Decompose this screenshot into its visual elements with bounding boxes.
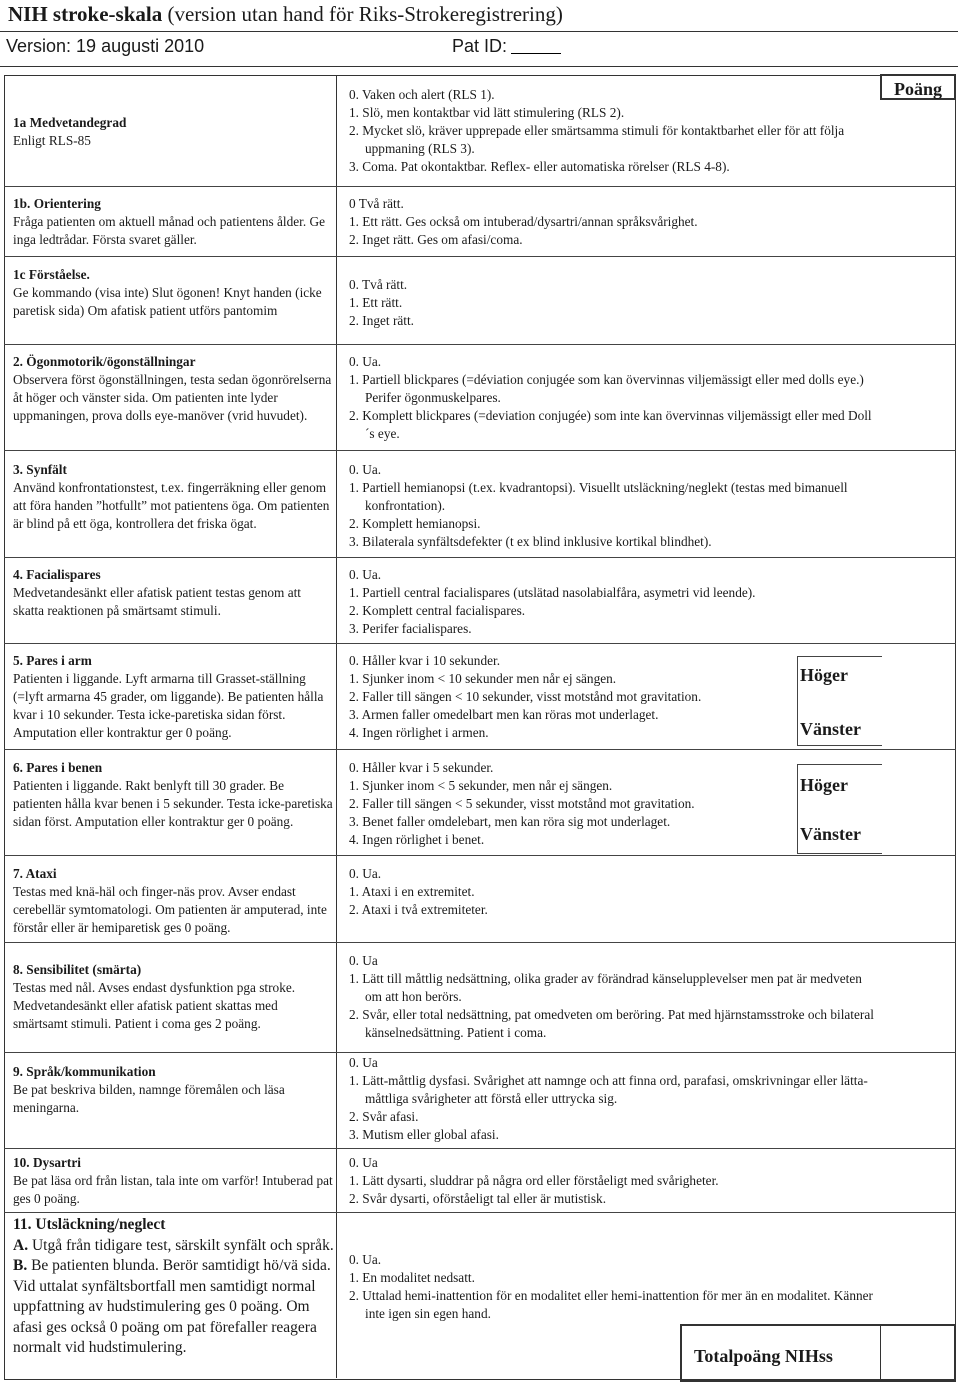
options-5: 0. Håller kvar i 10 sekunder. 1. Sjunker inom < 10 sekunder men når ej sängen. 2. Faller till sängen < 10 sekunder, visst motstånd mot gravitation. 3. Armen faller omedelbart men kan röras mot underlaget. 4. Ingen rörlighet i armen.: [349, 653, 702, 740]
options-11: 0. Ua. 1. En modalitet nedsatt. 2. Uttalad hemi-inattention för en modalitet eller hemi-inattention för mer än en modalitet. Känner inte igen sin egen hand.: [349, 1252, 873, 1321]
options-2: 0. Ua. 1. Partiell blickpares (=déviation conjugée som kan övervinnas viljemässigt eller med dolls eye.) Perifer ögonmuskelpares. 2. Komplett blickpares (=deviation conjugée) som inte kan övervinnas viljemässigt eller med Doll´s eye.: [349, 354, 872, 441]
item-2: 2. Ögonmotorik/ögonställningar Observera först ögonställningen, testa sedan ögonrörelserna åt höger och vänster sida. Om patienten inte lyder uppmaningen, prova dolls eye-manöver (vrid huvudet).: [13, 354, 332, 423]
options-1c: 0. Två rätt. 1. Ett rätt. 2. Inget rätt.: [349, 277, 414, 328]
item-3: 3. Synfält Använd konfrontationstest, t.ex. fingerräkning eller genom att föra handen ”hotfullt” mot patientens öga. Om patienten är blind på ett öga, kontrollera det friska ögat.: [13, 462, 330, 531]
score-column-header: Poäng: [880, 74, 956, 100]
item-8: 8. Sensibilitet (smärta) Testas med nål. Avses endast dysfunktion pga stroke. Medvetandesänkt eller afatisk patient skattas med smärtsamt stimuli. Patient i coma ges 2 poäng.: [13, 962, 296, 1031]
options-10: 0. Ua 1. Lätt dysarti, sluddrar på några ord eller förståeligt med svårigheter. 2. Svår dysarti, oförståeligt tal eller är mutistisk.: [349, 1155, 719, 1206]
item-1a: 1a Medvetandegrad Enligt RLS-85: [13, 115, 127, 148]
options-1a: 0. Vaken och alert (RLS 1). 1. Slö, men kontaktbar vid lätt stimulering (RLS 2). 2. Mycket slö, kräver upprepade eller smärtsamma stimuli för kontaktbarhet eller för att följa uppmaning (RLS 3). 3. Coma. Pat okontaktbar. Reflex- eller automatiska rörelser (RLS 4-8).: [349, 87, 845, 174]
version-bar: [0, 31, 958, 67]
item-7: 7. Ataxi Testas med knä-häl och finger-näs prov. Avser endast cerebellär symtomatologi. Om patienten är amputerad, inte förstår eller är hemiparetisk ges 0 poäng.: [13, 866, 327, 935]
options-9: 0. Ua 1. Lätt-måttlig dysfasi. Svårighet att namnge och att finna ord, parafasi, omskrivningar eller lätta-måttliga svårigheter att förstå eller uttrycka sig. 2. Svår afasi. 3. Mutism eller global afasi.: [349, 1055, 868, 1142]
item-1b: 1b. Orientering Fråga patienten om aktuell månad och patientens ålder. Ge inga ledtrådar. Första svaret gäller.: [13, 196, 325, 247]
arm-right-label: Höger: [800, 665, 848, 685]
options-7: 0. Ua. 1. Ataxi i en extremitet. 2. Ataxi i två extremiteter.: [349, 866, 488, 917]
options-8: 0. Ua 1. Lätt till måttlig nedsättning, olika grader av förändrad känselupplevelser men pat är medveten om att hon berörs. 2. Svår, eller total nedsättning, pat omedveten om beröring. Pat med hjärnstamsstroke och bilateral känselnedsättning. Patient i coma.: [349, 953, 874, 1040]
item-1c: 1c Förståelse. Ge kommando (visa inte) Slut ögonen! Knyt handen (icke paretisk sida) Om afatisk patient utförs pantomim: [13, 267, 322, 318]
patient-id-field[interactable]: Pat ID:: [452, 36, 561, 57]
options-1b: 0 Två rätt. 1. Ett rätt. Ges också om intuberad/dysartri/annan språksvårighet. 2. Inget rätt. Ges om afasi/coma.: [349, 196, 698, 247]
item-5: 5. Pares i arm Patienten i liggande. Lyft armarna till Grasset-ställning (=lyft armarna 45 grader, om liggande). Be patienten hålla kvar i 10 sekunder. Testa icke-paretiska sidan först. Amputation eller kontraktur ger 0 poäng.: [13, 653, 324, 740]
arm-left-label: Vänster: [800, 719, 861, 739]
leg-left-label: Vänster: [800, 824, 861, 844]
total-score-label: Totalpoäng NIHss: [694, 1346, 833, 1366]
total-score-box[interactable]: [680, 1324, 956, 1382]
column-divider: [336, 75, 337, 1378]
options-6: 0. Håller kvar i 5 sekunder. 1. Sjunker inom < 5 sekunder, men når ej sängen. 2. Faller till sängen < 5 sekunder, visst motstånd mot gravitation. 3. Benet faller omdelebart, men kan röra sig mot underlaget. 4. Ingen rörlighet i benet.: [349, 760, 695, 847]
total-score-divider: [880, 1326, 881, 1382]
options-4: 0. Ua. 1. Partiell central facialispares (utslätad nasolabialfåra, asymetri vid leende). 2. Komplett central facialispares. 3. Perifer facialispares.: [349, 567, 756, 636]
item-11: 11. Utsläckning/neglect A. Utgå från tidigare test, särskilt synfält och språk. B. Be patienten blunda. Berör samtidigt hö/vä sida. Vid uttalat synfältsbortfall men samtidigt normal uppfattning av hudstimulering ges 0 poäng. Om afasi ges också 0 poäng om pat förefaller reagera normalt vid hudstimulering.: [13, 1216, 334, 1356]
options-3: 0. Ua. 1. Partiell hemianopsi (t.ex. kvadrantopsi). Visuellt utsläckning/neglekt (testas med bimanuell konfrontation). 2. Komplett hemianopsi. 3. Bilaterala synfältsdefekter (t ex blind inklusive kortikal blindhet).: [349, 462, 848, 549]
item-10: 10. Dysartri Be pat läsa ord från listan, tala inte om varför! Intuberad pat ges 0 poäng.: [13, 1155, 333, 1206]
item-4: 4. Facialispares Medvetandesänkt eller afatisk patient testas genom att skatta reaktionen på smärtsamt stimuli.: [13, 567, 301, 618]
version-label: Version: 19 augusti 2010: [6, 36, 205, 56]
page-title: NIH stroke-skala (version utan hand för Riks-Strokeregistrering): [8, 2, 563, 26]
item-9: 9. Språk/kommunikation Be pat beskriva bilden, namnge föremålen och läsa meningarna.: [13, 1064, 285, 1115]
item-6: 6. Pares i benen Patienten i liggande. Rakt benlyft till 30 grader. Be patienten hålla kvar benen i 5 sekunder. Testa icke-paretiska sidan först. Amputation eller kontraktur ger 0 poäng.: [13, 760, 333, 829]
leg-right-label: Höger: [800, 775, 848, 795]
